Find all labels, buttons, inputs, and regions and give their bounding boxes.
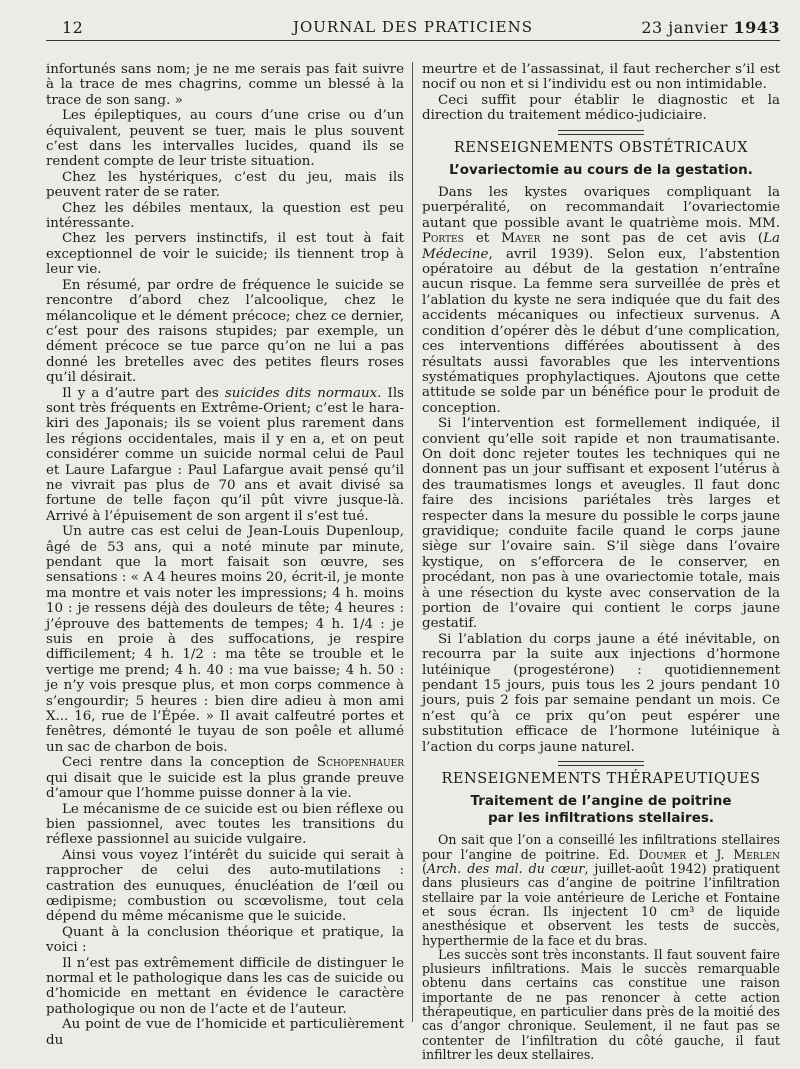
text-run: . Ils sont très fréquents en Extrême-Orient; c’est le hara-kiri des Japonais; ils se voient plus rarement dans les régions occidentales, mais il y en a, et on peut considérer comme un suicide normal celui de Paul et Laure Lafargue : Paul Lafargue avait pensé qu’il ne vivrait pas plus de 70 ans et avait divisé sa fortune de telle façon qu’il pût vivre jusque-là. Arrivé à l’épuisement de son argent il s’est tué. [46, 385, 404, 524]
emphasis-text: suicides dits normaux [224, 385, 378, 401]
section-ornament-rule [558, 130, 644, 135]
header-rule [46, 40, 780, 41]
paragraph: Les épileptiques, au cours d’une crise ou d’un équivalent, peuvent se tuer, mais le plus souvent c’est dans les intervalles lucides, quand ils se rendent compte de leur triste situation. [46, 108, 404, 170]
paragraph: Les succès sont très inconstants. Il faut souvent faire plusieurs infiltrations. Mais le succès remarquable obtenu dans certains cas constitue une raison importante de ne pas renoncer à cette action thérapeutique, en particulier dans près de la moitié des cas d’angor chronique. Seulement, il ne faut pas se contenter de l’infiltration du côté gauche, il faut infiltrer les deux stellaires. [422, 946, 780, 1062]
paragraph: infortunés sans nom; je ne me serais pas fait suivre à la trace de mes chagrins, comme un blessé à la trace de son sang. » [46, 62, 404, 108]
author-name: Portes [422, 231, 464, 247]
paragraph: meurtre et de l’assassinat, il faut rechercher s’il est nocif ou non et si l’individu est ou non intimidable. [422, 62, 780, 93]
paragraph [46, 755, 404, 801]
text-run: ne sont pas de cet avis ( [540, 231, 764, 247]
paragraph: Ceci suffit pour établir le diagnostic et la direction du traitement médico-judiciaire. [422, 92, 780, 124]
paragraph: Quant à la conclusion théorique et pratique, la voici : [46, 924, 404, 956]
paragraph: Le mécanisme de ce suicide est ou bien réflexe ou bien passionnel, avec toutes les transitions du réflexe passionnel au suicide vulgaire. [46, 801, 404, 848]
column-divider [412, 62, 413, 1022]
author-name: Mayer [501, 231, 541, 247]
text-run: Il y a d’autre part des [62, 385, 225, 401]
text-run: et [463, 231, 502, 247]
text-run: Ceci rentre dans la conception de [62, 755, 317, 771]
paragraph: Si l’intervention est formellement indiquée, il convient qu’elle soit rapide et non traumatisante. On doit donc rejeter toutes les techniques qui ne donnent pas un jour suffisant et exposent l’utérus à des traumatismes longs et aveugles. Il faut donc faire des incisions pariétales très larges et respecter dans la mesure du possible le corps jaune gravidique; conduite facile quand le corps jaune siège sur l’ovaire sain. S’il siège dans l’ovaire kystique, on s’efforcera de le conserver, en procédant, non pas à une ovariectomie totale, mais à une résection du kyste avec conservation de la portion de l’ovaire qui contient le corps jaune gestatif. [422, 416, 780, 632]
emphasis-text: La Médecine [422, 231, 780, 262]
author-name: Schopenhauer [316, 755, 404, 771]
paragraph [422, 185, 780, 416]
emphasis-text: Arch. des mal. du cœur [426, 861, 585, 877]
article-body-small [422, 833, 780, 1062]
paragraph: Chez les pervers instinctifs, il est tout à fait exceptionnel de voir le suicide; ils tiennent trop à leur vie. [46, 231, 404, 278]
paragraph: En résumé, par ordre de fréquence le suicide se rencontre d’abord chez l’alcoolique, chez le mélancolique et le dément précoce; chez ce dernier, c’est pour des raisons stupides; par exemple, un dément précoce se tue parce qu’on ne lui a pas donné les bretelles avec des petites fleurs roses qu’il désirait. [46, 277, 404, 386]
article-title-line: Traitement de l’angine de poitrine [470, 793, 732, 810]
author-name: Doumer [638, 846, 687, 862]
text-run: Dans les kystes ovariques compliquant la puerpéralité, on recommandait l’ovariectomie autant que possible avant le quatrième mois. MM. [422, 185, 780, 231]
section-heading: RENSEIGNEMENTS OBSTÉTRICAUX [453, 139, 749, 156]
paragraph: Si l’ablation du corps jaune a été inévitable, on recourra par la suite aux injections d’hormone lutéinique (progestérone) : quotidiennement pendant 15 jours, puis tous les 2 jours pendant 10 jours, puis 2 fois par semaine pendant un mois. Ce n’est qu’à ce prix qu’on peut espérer une substitution efficace de l’hormone lutéinique à l’action du corps jaune naturel. [422, 631, 780, 755]
paragraph [422, 833, 780, 947]
text-run: , avril 1939). Selon eux, l’abstention opératoire au début de la gestation n’entraîne aucun risque. La femme sera surveillée de près et l’ablation du kyste ne sera indiquée que du fait des accidents mécaniques ou infectieux survenus. A condition d’opérer dès le début d’une complication, ces interventions différées aboutissent à des résultats aussi favorables que les interventions systématiques prophylactiques. Ajoutons que cette attitude se solde par un bénéfice pour le produit de conception. [422, 246, 780, 416]
text-run: , juillet-août 1942) pratiquent dans plusieurs cas d’angine de poitrine l’infiltration stellaire par la voie antérieure de Leriche et Fontaine et sous écran. Ils injectent 10 cm³ de liquide anesthésique et observent les tests de succès, hyperthermie de la face et du bras. [422, 861, 780, 948]
article-title-line: par les infiltrations stellaires. [487, 810, 715, 827]
article-title [422, 793, 780, 827]
section-ornament-rule [558, 761, 644, 766]
text-run: On sait que l’on a conseillé les infiltrations stellaires pour l’angine de poitrine. Ed. [422, 832, 780, 862]
paragraph: Ainsi vous voyez l’intérêt du suicide qui serait à rapprocher de celui des auto-mutilations : castration des eunuques, énucléation de l’œil ou œdipisme; combustion ou scœvolisme, tout cela dépend du même mécanisme que le suicide. [46, 847, 404, 925]
text-run: ( [422, 861, 427, 877]
section-heading: RENSEIGNEMENTS THÉRAPEUTIQUES [441, 771, 761, 788]
paragraph: Au point de vue de l’homicide et particulièrement du [46, 1017, 404, 1048]
issue-date [641, 18, 780, 37]
article-title: L’ovariectomie au cours de la gestation. [449, 162, 753, 179]
author-name: Merlen [733, 846, 780, 862]
text-run: qui disait que le suicide est la plus grande preuve d’amour que l’homme puisse donner à la vie. [46, 770, 404, 802]
paragraph: Chez les hystériques, c’est du jeu, mais ils peuvent rater de se rater. [46, 169, 404, 201]
paragraph: Il n’est pas extrêmement difficile de distinguer le normal et le pathologique dans les cas de suicide ou d’homicide en mettant en évidence le caractère pathologique ou non de l’acte et de l’auteur. [46, 955, 404, 1017]
text-run: et J. [686, 846, 734, 862]
paragraph: Chez les débiles mentaux, la question est peu intéressante. [46, 200, 404, 232]
left-column [46, 62, 404, 1048]
paragraph: Un autre cas est celui de Jean-Louis Dupenloup, âgé de 53 ans, qui a noté minute par minute, pendant que la mort faisait son œuvre, ses sensations : « A 4 heures moins 20, écrit-il, je monte ma montre et vais noter les impressions; 4 h. moins 10 : je ressens déjà des douleurs de tête; 4 heures : j’éprouve des battements de tempes; 4 h. 1/4 : je suis en proie à des suffocations, je respire difficilement; 4 h. 1/2 : ma tête se trouble et le vertige me prend; 4 h. 40 : ma vue baisse; 4 h. 50 : je n’y vois presque plus, et mon corps commence à s’engourdir; 5 heures : bien dire adieu à mon ami X... 16, rue de l’Épée. » Il avait calfeutré portes et fenêtres, démonté le tuyau de son poêle et allumé un sac de charbon de bois. [46, 524, 404, 755]
journal-title: JOURNAL DES PRATICIENS [292, 18, 534, 36]
paragraph [46, 386, 404, 525]
page-number: 12 [62, 18, 84, 37]
issue-date-day-month: 23 janvier [641, 18, 734, 37]
issue-date-year: 1943 [733, 18, 780, 37]
page-header [46, 14, 780, 38]
right-column [422, 62, 780, 1062]
